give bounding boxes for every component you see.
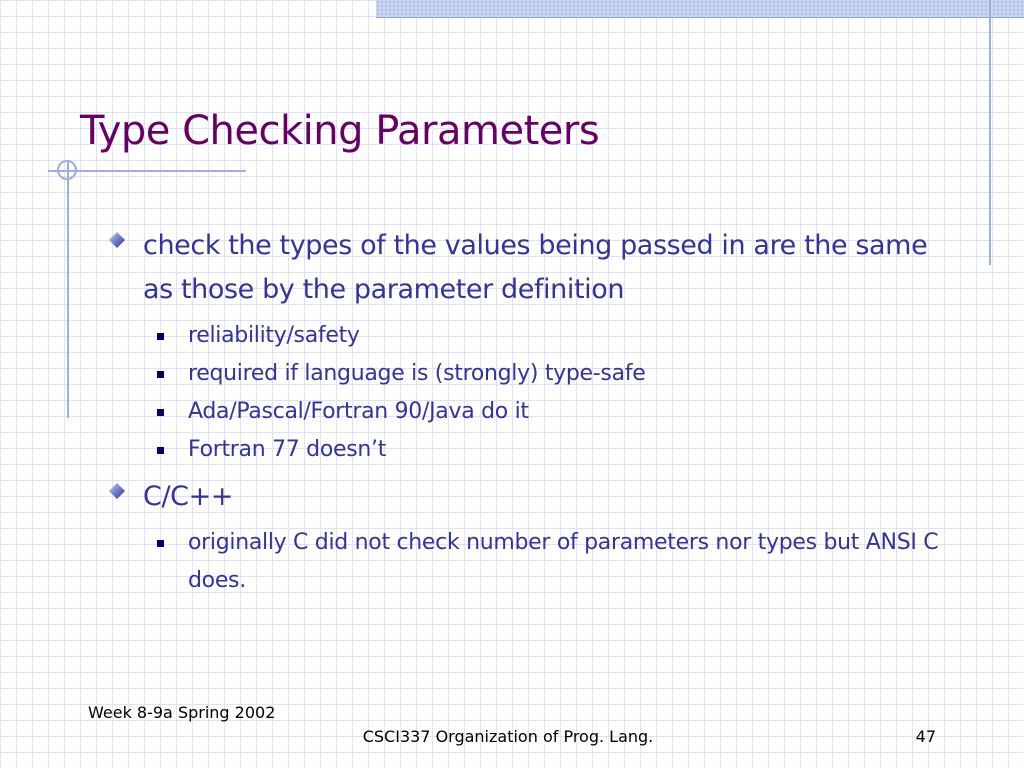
footer-course: CSCI337 Organization of Prog. Lang. [362, 727, 654, 746]
bullet-level2 [104, 393, 964, 431]
sub-bullet-text: originally C did not check number of parameters nor types but ANSI C does. [188, 530, 939, 593]
bullet-level1 [104, 475, 964, 519]
right-vertical-rule [989, 0, 991, 265]
bullet-text: check the types of the values being passed in are the same as those by the parameter definition [143, 230, 928, 305]
square-bullet-icon [157, 333, 164, 340]
left-vertical-rule [67, 160, 69, 418]
slide-title: Type Checking Parameters [80, 108, 600, 154]
sub-bullet-text: required if language is (strongly) type-safe [188, 361, 646, 386]
bullet-text: C/C++ [143, 481, 234, 512]
top-decorative-band [376, 0, 1024, 17]
footer-date: Week 8-9a Spring 2002 [88, 703, 276, 722]
diamond-bullet-icon [109, 232, 125, 248]
page-number: 47 [915, 727, 936, 746]
title-underline-rule [48, 170, 246, 172]
square-bullet-icon [157, 447, 164, 454]
diamond-bullet-icon [109, 483, 125, 499]
bullet-level2 [104, 431, 964, 469]
bullet-level2 [104, 524, 964, 600]
slide-body [104, 224, 964, 600]
square-bullet-icon [157, 371, 164, 378]
sub-bullet-text: reliability/safety [188, 323, 360, 348]
bullet-level2 [104, 317, 964, 355]
sub-bullet-text: Ada/Pascal/Fortran 90/Java do it [188, 399, 529, 424]
sub-bullet-text: Fortran 77 doesn’t [188, 437, 387, 462]
top-band-edge [376, 17, 1024, 18]
bullet-level1 [104, 224, 964, 312]
square-bullet-icon [157, 540, 164, 547]
square-bullet-icon [157, 409, 164, 416]
bullet-level2 [104, 355, 964, 393]
crosshair-circle-icon [57, 160, 77, 180]
